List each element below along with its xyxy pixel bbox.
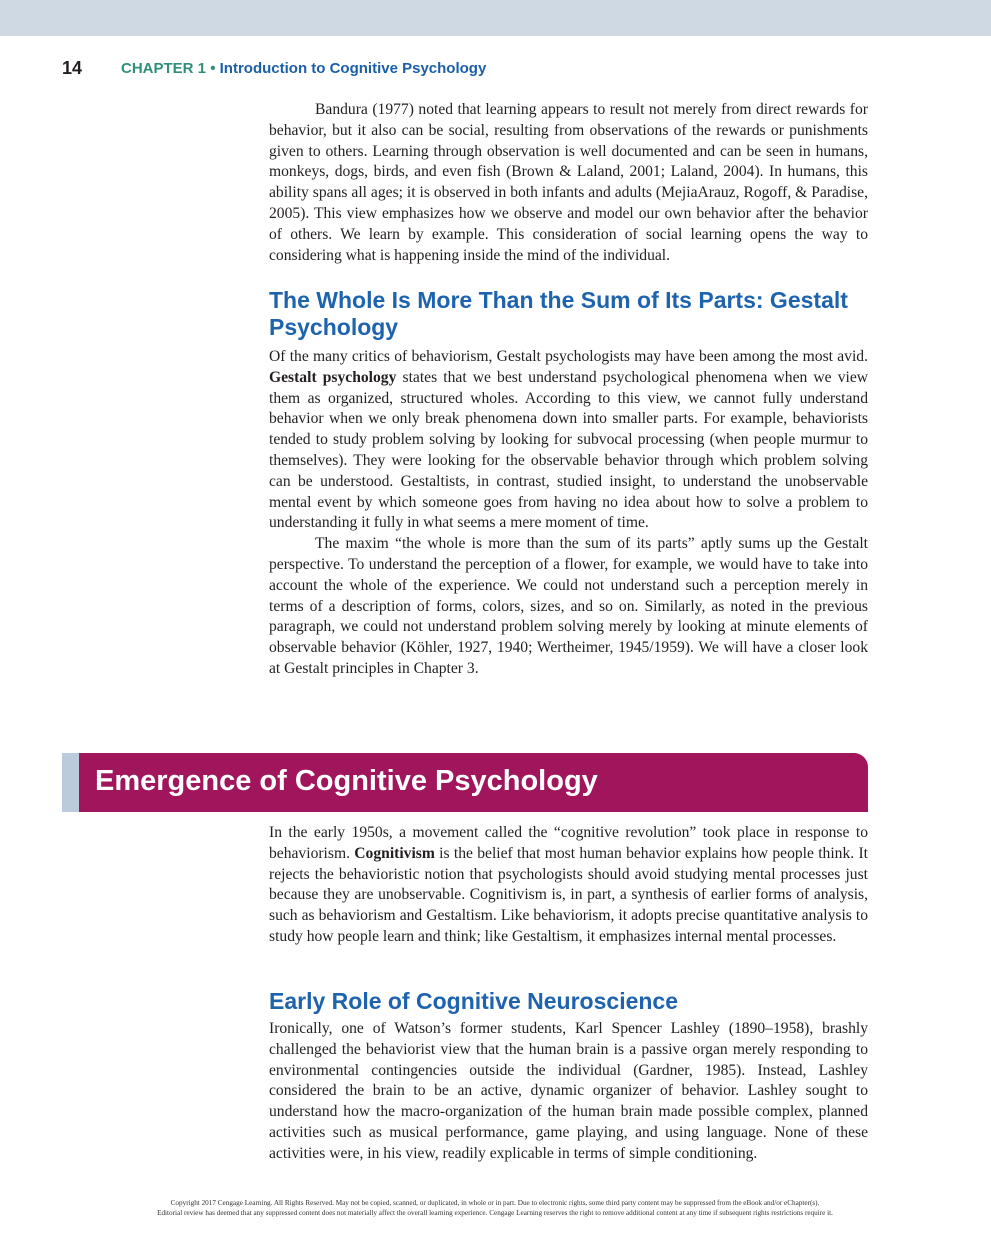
chapter-title: Introduction to Cognitive Psychology [219, 60, 487, 77]
gestalt-section-text [269, 347, 868, 680]
section-heading: Emergence of Cognitive Psychology [95, 765, 598, 797]
banner-bar [79, 753, 868, 812]
cognitivism-term: Cognitivism [354, 844, 435, 862]
header-bullet: • [210, 60, 216, 77]
copyright-line-2: Editorial review has deemed that any suppressed content does not materially affect the overall learning experience. Cengage Learning reserves the right to remove additional content at any time if subsequent rights restrictions require it. [157, 1209, 833, 1217]
gestalt-p1-post: states that we best understand psychological phenomena when we view them as organized, structured wholes. According to this view, we cannot fully understand behavior when we only break phenomena down into smaller parts. For example, behaviorists tended to study problem solving by looking for subvocal processing (when people murmur to themselves). They were looking for the observable behavior through which problem solving can be understood. Gestaltists, in contrast, studied insight, to understand the unobservable mental event by which someone goes from having no idea about how to solve a problem to understanding it fully in what seems a mere moment of time. [269, 368, 869, 532]
top-banner-bar [0, 0, 991, 36]
emergence-section-text [269, 823, 868, 948]
gestalt-paragraph-1 [269, 347, 868, 534]
banner-accent [62, 753, 79, 812]
bandura-paragraph: Bandura (1977) noted that learning appears to result not merely from direct rewards for behavior, but it also can be social, resulting from observations of the rewards or punishments given to others. Learning through observation is well documented and can be seen in humans, monkeys, dogs, birds, and even fish (Brown & Laland, 2001; Laland, 2004). In humans, this ability spans all ages; it is observed in both infants and adults (MejiaArauz, Rogoff, & Paradise, 2005). This view emphasizes how we observe and model our own behavior after the behavior of others. We learn by example. This consideration of social learning opens the way to considering what is happening inside the mind of the individual. [269, 101, 868, 264]
intro-paragraph-block [269, 100, 868, 266]
running-header [121, 60, 486, 77]
section-banner [62, 753, 868, 812]
gestalt-paragraph-2: The maxim “the whole is more than the sum of its parts” aptly sums up the Gestalt perspective. To understand the perception of a flower, for example, we would have to take into account the whole of the experience. We could not understand such a perception merely in terms of a description of forms, colors, sizes, and so on. Similarly, as noted in the previous paragraph, we could not understand problem solving merely by looking at minute elements of observable behavior (Köhler, 1927, 1940; Wertheimer, 1945/1959). We will have a closer look at Gestalt principles in Chapter 3. [269, 535, 868, 677]
page-number: 14 [62, 58, 83, 78]
emergence-paragraph [269, 823, 868, 948]
emergence-p1-post: is the belief that most human behavior explains how people think. It rejects the behavioristic notion that psychologists should avoid studying mental processes just because they are unobservable. Cognitivism is, in part, a synthesis of earlier forms of analysis, such as behaviorism and Gestaltism. Like behaviorism, it adopts precise quantitative analysis to study how people learn and think; like Gestaltism, it emphasizes internal mental processes. [269, 844, 868, 945]
gestalt-p1-pre: Of the many critics of behaviorism, Gestalt psychologists may have been among the most avid. [269, 348, 868, 365]
neuroscience-heading: Early Role of Cognitive Neuroscience [269, 988, 679, 1014]
neuroscience-section-text [269, 1019, 868, 1165]
chapter-label: CHAPTER 1 [121, 60, 207, 77]
copyright-line-1: Copyright 2017 Cengage Learning. All Rights Reserved. May not be copied, scanned, or duplicated, in whole or in part. Due to electronic rights, some third party content may be suppressed from the eBook and/or eChapter(s). [170, 1199, 820, 1207]
gestalt-heading: The Whole Is More Than the Sum of Its Parts: Gestalt Psychology [269, 287, 848, 340]
copyright-footer [60, 1198, 930, 1218]
gestalt-term: Gestalt psychology [269, 368, 397, 386]
neuroscience-paragraph: Ironically, one of Watson’s former students, Karl Spencer Lashley (1890–1958), brashly challenged the behaviorist view that the human brain is a passive organ merely responding to environmental contingencies outside the individual (Gardner, 1985). Instead, Lashley considered the brain to be an active, dynamic organizer of behavior. Lashley sought to understand how the macro-organization of the human brain made possible complex, planned activities such as musical performance, game playing, and using language. None of these activities were, in his view, readily explicable in terms of simple conditioning. [269, 1020, 868, 1162]
emergence-p1-pre: In the early 1950s, a movement called the “cognitive revolution” took place in response to behaviorism. [269, 824, 868, 862]
